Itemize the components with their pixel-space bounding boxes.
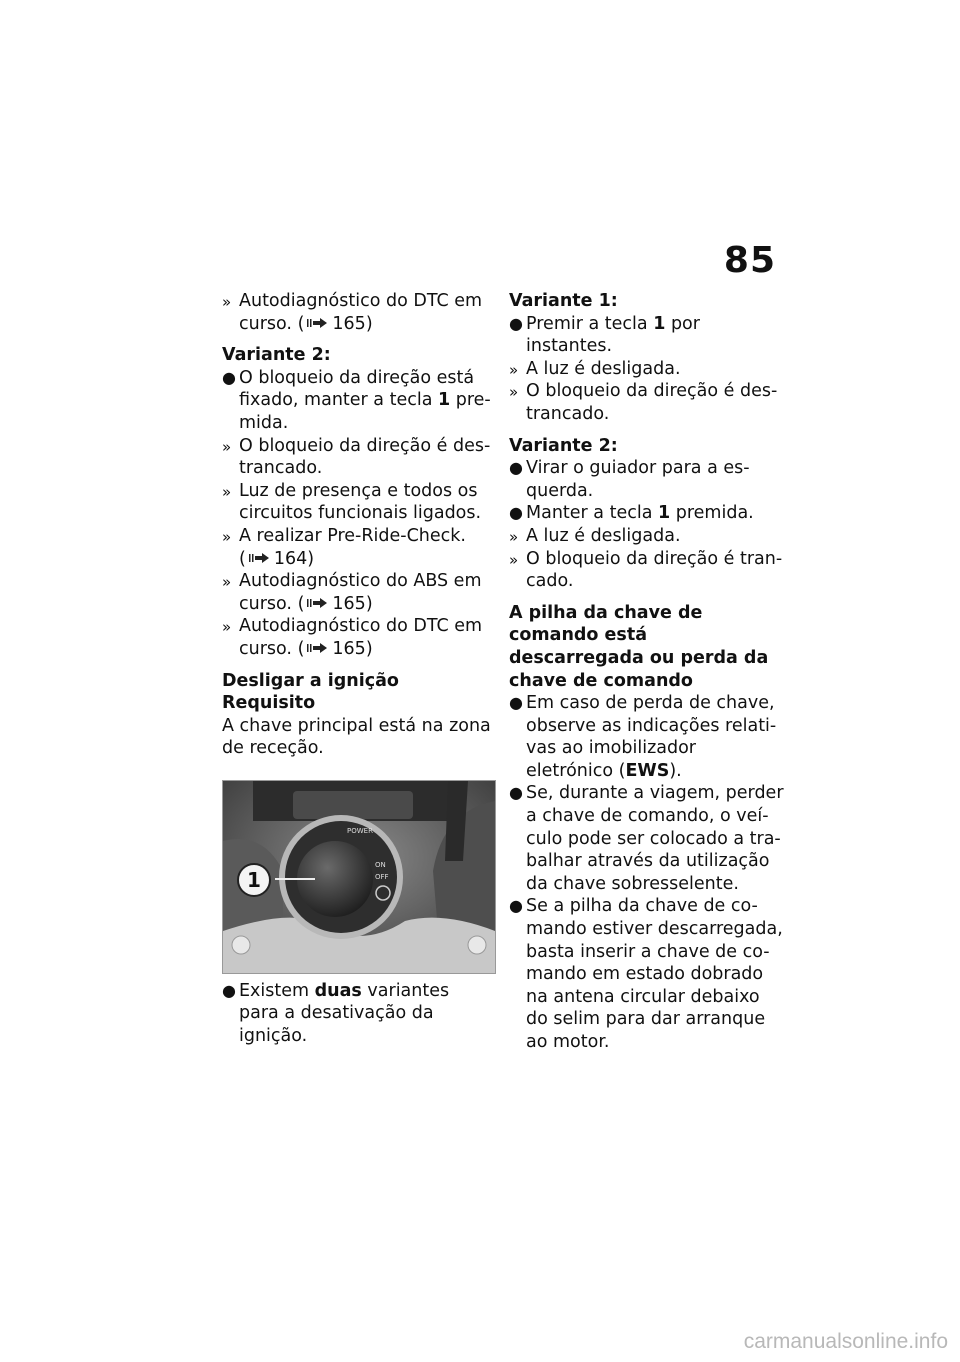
bullet-icon: ● bbox=[509, 783, 523, 803]
result-list-item bbox=[222, 525, 494, 570]
item-text: A luz é desligada. bbox=[526, 358, 681, 379]
item-text: Autodiagnóstico do DTC em curso. bbox=[239, 616, 483, 659]
requirement-text: A chave principal está na zona de receção. bbox=[222, 715, 491, 759]
page-reference[interactable]: ( 165) bbox=[297, 638, 373, 659]
requirement-title: Requisito bbox=[222, 693, 316, 714]
right-key-list bbox=[509, 692, 784, 1054]
result-arrow-icon: » bbox=[222, 482, 232, 501]
bullet-icon: ● bbox=[509, 896, 523, 916]
left-column bbox=[222, 290, 494, 1048]
item-text: Virar o guiador para a es-querda. bbox=[526, 458, 750, 501]
right-variant1-heading: Variante 1: bbox=[509, 291, 618, 311]
result-arrow-icon: » bbox=[222, 573, 232, 592]
result-arrow-icon: » bbox=[509, 527, 519, 546]
right-column bbox=[509, 290, 784, 1054]
item-bold-text: duas bbox=[314, 980, 362, 1001]
page-reference-arrow-icon bbox=[248, 551, 270, 565]
left-after-figure-list bbox=[222, 980, 494, 1048]
bullet-list-item bbox=[509, 457, 784, 502]
result-list-item bbox=[222, 480, 494, 525]
item-text: Se a pilha da chave de co-mando estiver descarregada, basta inserir a chave de co-mando em estado dobrado na antena circular debaixo do selim para dar arranque ao motor. bbox=[526, 896, 783, 1052]
item-text: A realizar Pre-Ride-Check. bbox=[239, 525, 466, 546]
off-label: OFF bbox=[375, 872, 389, 881]
bullet-list-item bbox=[509, 502, 784, 525]
item-text: Se, durante a viagem, perder a chave de comando, o veí-culo pode ser colocado a tra-balhar através da utilização da chave sobresselente. bbox=[526, 783, 784, 894]
item-text: Em caso de perda de chave, observe as indicações relati-vas ao imobilizador eletrónico ( bbox=[526, 693, 777, 781]
section-title-key-battery: A pilha da chave de comando está descarregada ou perda da chave de comando bbox=[509, 602, 769, 691]
item-bold-text: EWS bbox=[625, 760, 670, 781]
right-variant1-list bbox=[509, 313, 784, 426]
result-arrow-icon: » bbox=[509, 360, 519, 379]
item-text: Luz de presença e todos os circuitos funcionais ligados. bbox=[239, 480, 482, 524]
on-label: ON bbox=[375, 860, 386, 869]
result-list-item bbox=[509, 525, 784, 548]
item-text: Autodiagnóstico do ABS em curso. bbox=[239, 571, 482, 614]
ignition-switch-figure bbox=[222, 780, 496, 974]
result-list-item bbox=[222, 290, 494, 335]
item-text: O bloqueio da direção é des-trancado. bbox=[239, 435, 491, 479]
page-reference-arrow-icon bbox=[306, 596, 328, 610]
left-variant2-heading: Variante 2: bbox=[222, 345, 331, 366]
result-list-item bbox=[509, 380, 784, 425]
watermark: carmanualsonline.info bbox=[743, 1330, 948, 1353]
bullet-icon: ● bbox=[509, 693, 523, 713]
right-variant2-heading: Variante 2: bbox=[509, 435, 618, 456]
result-arrow-icon: » bbox=[222, 437, 232, 456]
item-text: Premir a tecla bbox=[526, 313, 654, 334]
item-text: A luz é desligada. bbox=[526, 525, 681, 546]
item-text: por instantes. bbox=[526, 313, 700, 357]
item-text: Manter a tecla bbox=[526, 503, 658, 524]
section-title-ignition-off: Desligar a ignição bbox=[222, 670, 399, 691]
bullet-list-item bbox=[222, 980, 494, 1048]
page-reference-arrow-icon bbox=[306, 316, 328, 330]
power-label: POWER bbox=[347, 826, 373, 835]
left-top-list bbox=[222, 290, 494, 335]
page-reference[interactable]: ( 165) bbox=[297, 313, 373, 334]
item-text: pre-mida. bbox=[239, 390, 491, 433]
bullet-icon: ● bbox=[509, 313, 523, 333]
result-arrow-icon: » bbox=[222, 618, 232, 637]
left-variant2-list bbox=[222, 367, 494, 661]
bullet-list-item bbox=[509, 782, 784, 895]
result-list-item bbox=[222, 615, 494, 660]
item-bold-text: 1 bbox=[653, 313, 666, 334]
page-reference-number: 165 bbox=[332, 593, 366, 614]
item-bold-text: 1 bbox=[437, 390, 451, 411]
page-reference-arrow-icon bbox=[306, 641, 328, 655]
bullet-icon: ● bbox=[222, 367, 236, 387]
item-text: Existem bbox=[239, 980, 315, 1001]
bullet-list-item bbox=[509, 895, 784, 1053]
figure-callout-1: 1 bbox=[237, 863, 271, 897]
item-text: variantes para a desativação da ignição. bbox=[239, 980, 450, 1047]
result-list-item bbox=[222, 435, 494, 480]
result-arrow-icon: » bbox=[509, 550, 519, 569]
page-reference-number: 165 bbox=[332, 313, 366, 334]
item-bold-text: 1 bbox=[658, 503, 671, 524]
item-text: ). bbox=[669, 760, 682, 781]
bullet-icon: ● bbox=[509, 458, 523, 478]
right-variant2-list bbox=[509, 457, 784, 593]
page-reference-number: 164 bbox=[273, 548, 308, 569]
result-arrow-icon: » bbox=[509, 383, 519, 402]
bullet-list-item bbox=[222, 367, 494, 435]
item-text: O bloqueio da direção está fixado, manter a tecla bbox=[239, 367, 475, 411]
result-list-item bbox=[509, 358, 784, 381]
page-reference-number: 165 bbox=[332, 638, 366, 659]
page-number: 85 bbox=[723, 240, 776, 281]
result-arrow-icon: » bbox=[222, 293, 232, 311]
result-list-item bbox=[509, 548, 784, 593]
bullet-icon: ● bbox=[509, 503, 523, 523]
item-text: Autodiagnóstico do DTC em curso. bbox=[239, 291, 483, 334]
item-text: premida. bbox=[670, 503, 754, 524]
page-reference[interactable]: ( 164) bbox=[239, 548, 315, 569]
item-text: O bloqueio da direção é des-trancado. bbox=[526, 381, 778, 424]
bullet-icon: ● bbox=[222, 980, 236, 1000]
page-reference[interactable]: ( 165) bbox=[297, 593, 373, 614]
bullet-list-item bbox=[509, 692, 784, 782]
item-text: O bloqueio da direção é tran-cado. bbox=[526, 548, 783, 592]
bullet-list-item bbox=[509, 313, 784, 358]
result-list-item bbox=[222, 570, 494, 615]
result-arrow-icon: » bbox=[222, 527, 232, 546]
